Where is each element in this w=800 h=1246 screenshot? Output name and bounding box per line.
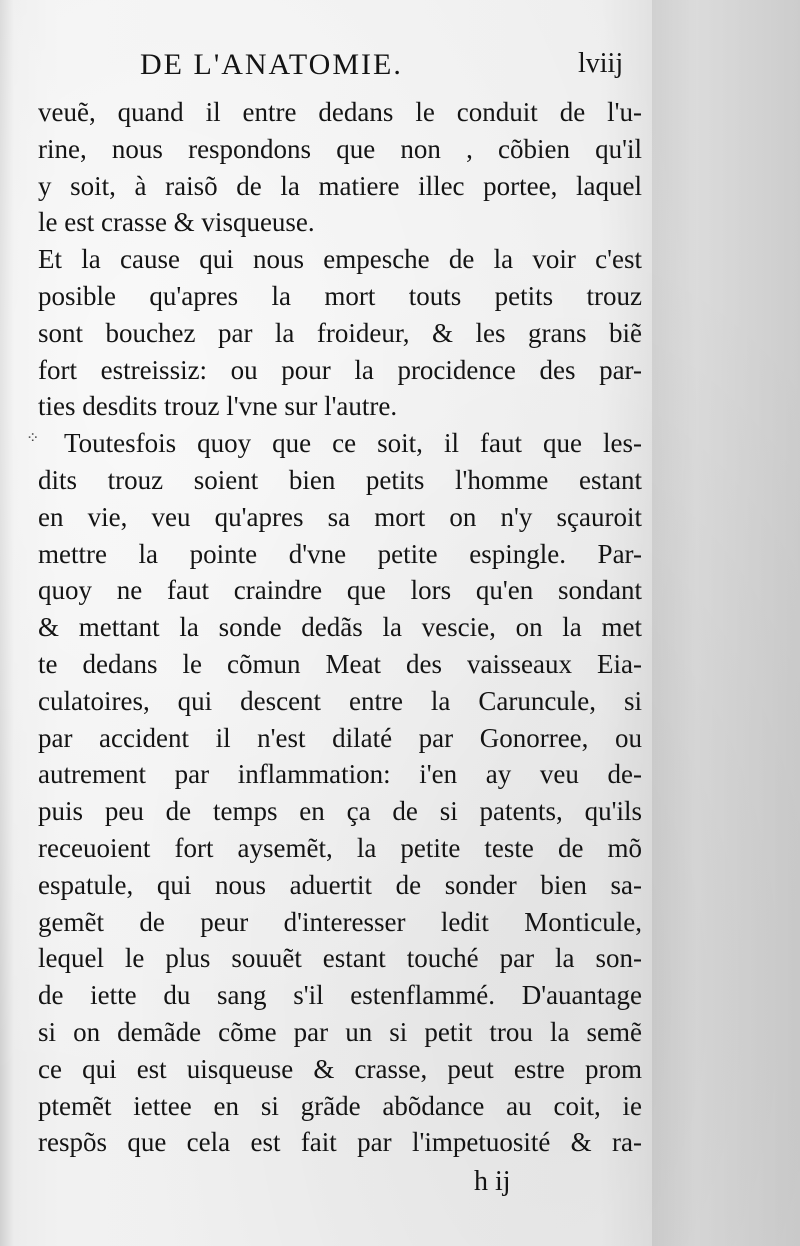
margin-mark: ⁘ (26, 430, 40, 447)
text-line: autrement par inflammation: i'en ay veu de- (38, 759, 642, 790)
body-text (38, 94, 642, 1161)
text-line: Toutesfois quoy que ce soit, il faut que les- (64, 428, 642, 459)
text-line: posible qu'apres la mort touts petits trouz (38, 280, 642, 311)
text-line: espatule, qui nous aduertit de sonder bien sa- (38, 869, 642, 900)
text-line: sont bouchez par la froideur, & les grans biẽ (38, 317, 642, 348)
text-line: culatoires, qui descent entre la Caruncule, si (38, 685, 642, 716)
text-line: te dedans le cõmun Meat des vaisseaux Eia- (38, 648, 642, 679)
text-line: respõs que cela est fait par l'impetuosité & ra- (38, 1127, 642, 1158)
page-gutter-shadow (652, 0, 800, 1246)
running-head: DE L'ANATOMIE. (140, 48, 403, 81)
text-line: puis peu de temps en ça de si patents, qu'ils (38, 796, 642, 827)
text-line: fort estreissiz: ou pour la procidence des par- (38, 354, 642, 385)
text-line: lequel le plus souuẽt estant touché par la son- (38, 943, 642, 974)
text-line: le est crasse & visqueuse. (38, 207, 315, 238)
text-line: receuoient fort aysemẽt, la petite teste de mõ (38, 832, 642, 863)
text-line: de iette du sang s'il estenflammé. D'auantage (38, 980, 642, 1011)
text-line: en vie, veu qu'apres sa mort on n'y sçauroit (38, 501, 642, 532)
text-line: Et la cause qui nous empesche de la voir c'est (38, 244, 642, 275)
text-line: ties desdits trouz l'vne sur l'autre. (38, 391, 398, 422)
folio-number: lviij (578, 48, 624, 79)
signature-mark: h ij (474, 1166, 511, 1197)
text-line: ce qui est uisqueuse & crasse, peut estre prom (38, 1053, 642, 1084)
text-line: & mettant la sonde dedãs la vescie, on la met (38, 612, 642, 643)
text-line: ptemẽt iettee en si grãde abõdance au coit, ie (38, 1090, 642, 1121)
text-line: rine, nous respondons que non , cõbien qu'il (38, 133, 642, 164)
text-line: par accident il n'est dilaté par Gonorree, ou (38, 722, 642, 753)
text-line: gemẽt de peur d'interesser ledit Monticule, (38, 906, 642, 937)
text-line: si on demãde cõme par un si petit trou la semẽ (38, 1016, 642, 1047)
text-line: y soit, à raisõ de la matiere illec portee, laquel (38, 170, 642, 201)
text-line: veuẽ, quand il entre dedans le conduit de l'u- (38, 97, 642, 127)
text-line: quoy ne faut craindre que lors qu'en sondant (38, 575, 642, 606)
text-line: dits trouz soient bien petits l'homme estant (38, 464, 642, 495)
text-line: mettre la pointe d'vne petite espingle. Par- (38, 538, 642, 569)
